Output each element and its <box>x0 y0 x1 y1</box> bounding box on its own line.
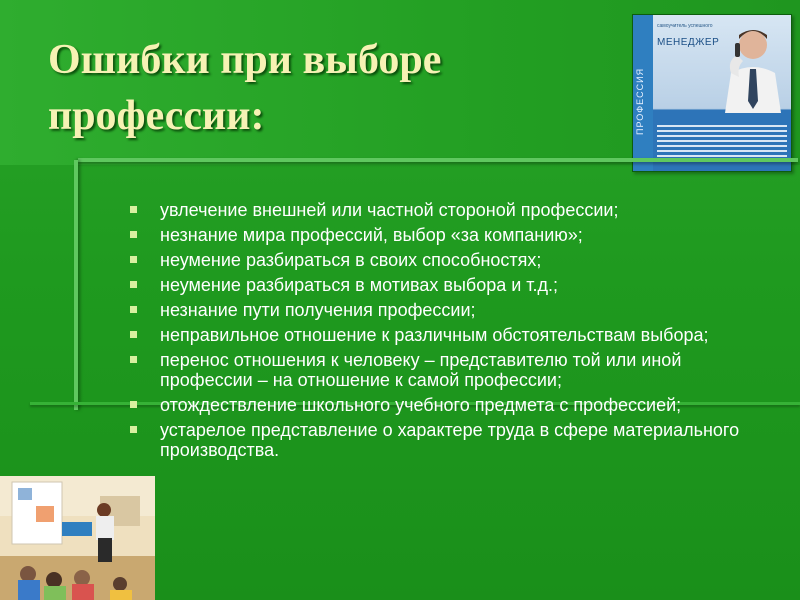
list-item <box>130 395 770 415</box>
list-item-text: устарелое представление о характере труда в сфере материального производства. <box>160 420 740 460</box>
list-item <box>130 420 770 460</box>
list-item <box>130 200 770 220</box>
list-item-text: незнание пути получения профессии; <box>160 300 476 320</box>
list-item <box>130 225 770 245</box>
list-item-text: неправильное отношение к различным обстоятельствам выбора; <box>160 325 709 345</box>
list-item <box>130 300 770 320</box>
list-item-text: перенос отношения к человеку – представителю той или иной профессии – на отношение к самой профессии; <box>160 350 682 390</box>
book-title: МЕНЕДЖЕР <box>657 37 720 48</box>
list-item <box>130 250 770 270</box>
bullet-icon <box>130 281 137 288</box>
bullet-icon <box>130 206 137 213</box>
list-item <box>130 275 770 295</box>
bullet-icon <box>130 331 137 338</box>
bullet-icon <box>130 426 137 433</box>
errors-list <box>130 200 770 465</box>
title-line-2: профессии: <box>48 93 265 139</box>
book-subtitle: самоучитель успешного <box>657 23 713 29</box>
title-line-1: Ошибки при выборе <box>48 37 442 83</box>
book-spine-text: ПРОФЕССИЯ <box>635 67 645 135</box>
bullet-icon <box>130 401 137 408</box>
list-item-text: увлечение внешней или частной стороной профессии; <box>160 200 619 220</box>
bullet-icon <box>130 256 137 263</box>
list-item-text: неумение разбираться в своих способностях; <box>160 250 542 270</box>
book-spine <box>633 15 653 171</box>
slide-title <box>48 32 608 144</box>
bullet-icon <box>130 356 137 363</box>
vertical-divider <box>74 160 78 410</box>
list-item-text: отождествление школьного учебного предмета с профессией; <box>160 395 682 415</box>
bullet-icon <box>130 231 137 238</box>
classroom-scene <box>0 476 155 600</box>
list-item-text: неумение разбираться в мотивах выбора и т.д.; <box>160 275 559 295</box>
book-face <box>653 15 791 171</box>
classroom-photo <box>0 476 155 600</box>
horizontal-divider <box>78 158 798 162</box>
list-item-text: незнание мира профессий, выбор «за компанию»; <box>160 225 583 245</box>
list-item <box>130 350 770 390</box>
businessman-figure <box>717 21 787 113</box>
bullet-icon <box>130 306 137 313</box>
list-item <box>130 325 770 345</box>
book-cover-image <box>632 14 792 172</box>
